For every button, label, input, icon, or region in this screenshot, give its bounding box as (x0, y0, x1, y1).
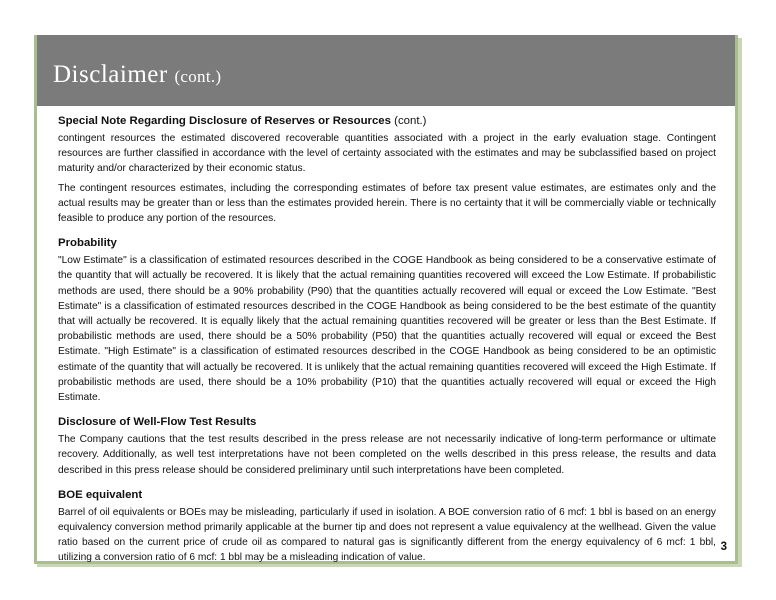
slide (34, 35, 738, 564)
special-note-heading-suffix: (cont.) (394, 115, 427, 127)
boe-paragraph: Barrel of oil equivalents or BOEs may be misleading, particularly if used in isolation. A BOE conversion ratio of 6 mcf: 1 bbl is based on an energy equivalency conversion method primarily applicable at the burner tip and does not represent a value equivalency at the wellhead. Given the value ratio based on the current price of crude oil as compared to natural gas is significantly different from the energy equivalency of 6 mcf: 1 bbl, utilizing a conversion ratio of 6 mcf: 1 bbl may be a misleading indication of value. (58, 506, 716, 564)
special-note-heading-text: Special Note Regarding Disclosure of Reserves or Resources (58, 115, 391, 127)
page-title (53, 61, 221, 89)
special-note-paragraph-2: The contingent resources estimates, including the corresponding estimates of before tax present value estimates, are estimates only and the actual results may be greater than or less than the estimates provided herein. There is no certainty that it will be commercially viable or technically feasible to produce any portion of the resources. (58, 182, 716, 225)
probability-paragraph: "Low Estimate" is a classification of estimated resources described in the COGE Handbook as being considered to be a conservative estimate of the quantity that will actually be recovered. It is likely that the actual remaining quantities recovered will exceed the Low Estimate. If probabilistic methods are used, there should be a 90% probability (P90) that the quantities actually recovered will equal or exceed the Low Estimate. "Best Estimate" is a classification of estimated resources described in the COGE Handbook as being considered to be the best estimate of the quantity that will actually be recovered. It is equally likely that the actual remaining quantities recovered will be greater or less than the Best Estimate. If probabilistic methods are used, there should be a 50% probability (P50) that the quantities actually recovered will equal or exceed the Best Estimate. "High Estimate" is a classification of estimated resources described in the COGE Handbook as being considered to be an optimistic estimate of the quantity that will actually be recovered. It is unlikely that the actual remaining quantities recovered will exceed the High Estimate. If probabilistic methods are used, there should be a 10% probability (P10) that the quantities actually recovered will equal or exceed the High Estimate. (58, 255, 716, 404)
special-note-paragraph-1: contingent resources the estimated discovered recoverable quantities associated with a project in the early evaluation stage. Contingent resources are further classified in accordance with the level of certainty associated with the estimates and may be subclassified based on project maturity and/or characterized by their economic status. (58, 133, 716, 175)
section-heading-boe: BOE equivalent (58, 488, 143, 501)
section-heading-well-flow: Disclosure of Well-Flow Test Results (58, 416, 257, 429)
page-number: 3 (720, 541, 727, 553)
page-title-subtitle: (cont.) (174, 67, 222, 86)
page-title-text: Disclaimer (53, 61, 168, 88)
content-body (58, 114, 716, 570)
section-heading-probability: Probability (58, 237, 117, 250)
slide-shadow-right (738, 38, 742, 566)
header-bar (37, 35, 735, 106)
section-heading-special-note (58, 114, 716, 129)
well-flow-paragraph: The Company cautions that the test results described in the press release are not necessarily indicative of long-term performance or ultimate recovery. Additionally, as well test interpretations have not been completed on the wells described in this press release, the results and data described in this press release should be considered preliminary until such interpretations have been completed. (58, 434, 716, 476)
